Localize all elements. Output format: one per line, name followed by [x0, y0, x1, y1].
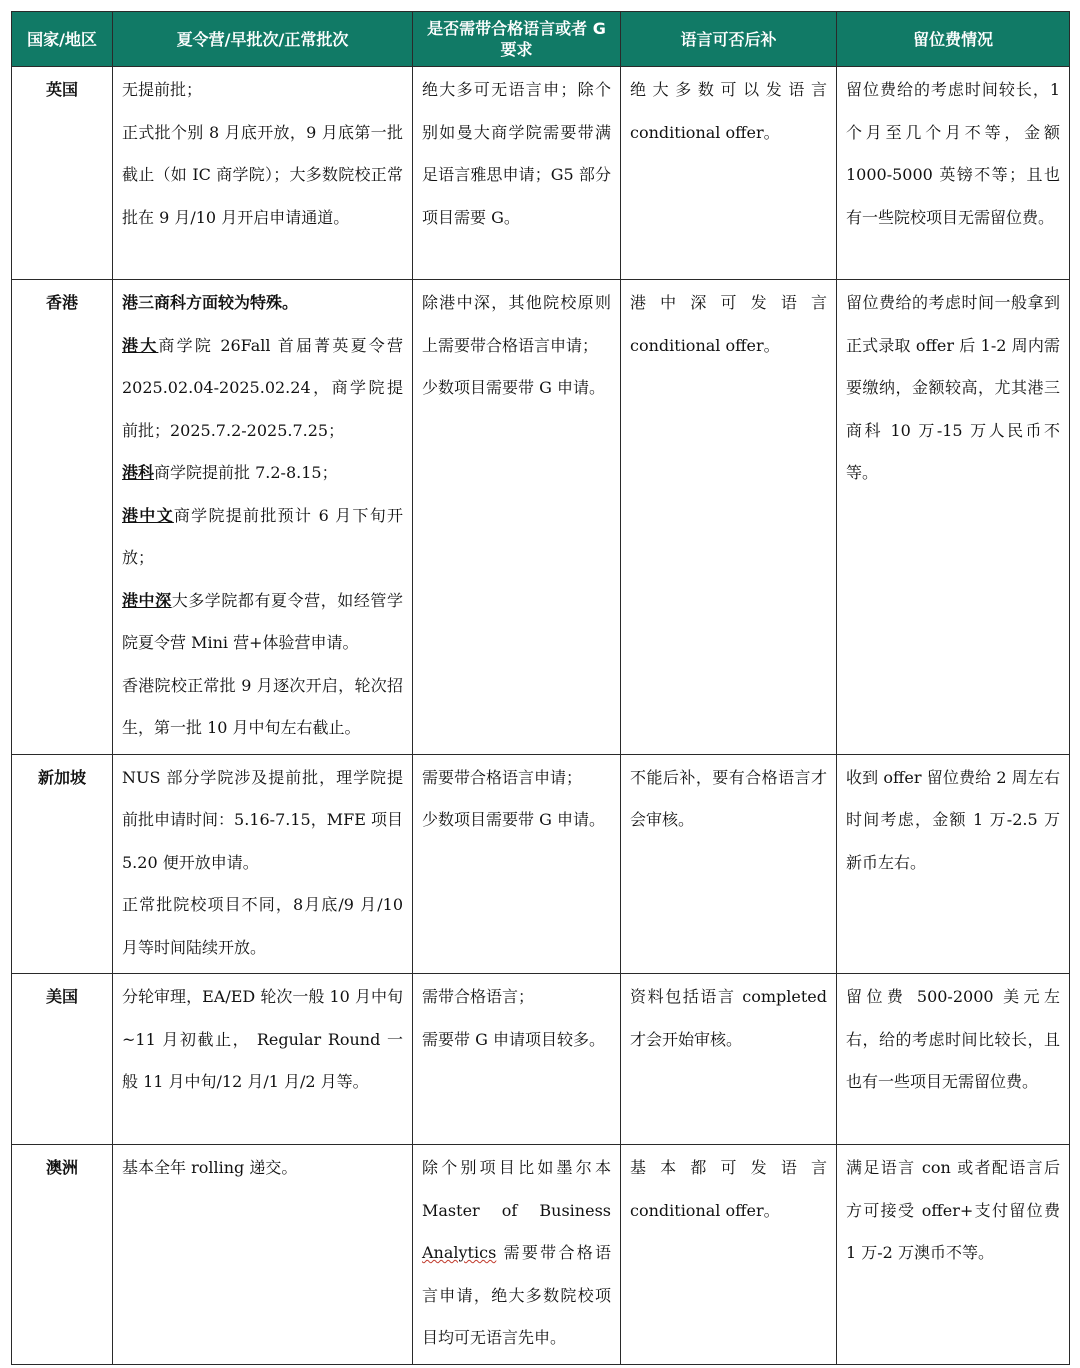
header-deposit: 留位费情况	[837, 12, 1070, 67]
cell-text: 需要带 G 申请项目较多。	[422, 1029, 605, 1049]
text-fragment: 需要带合格语言申请，绝大多数院校项目均可无语言先申。	[422, 1243, 611, 1347]
table-row-sg	[12, 754, 1070, 974]
language-requirement-cell-hk	[413, 280, 621, 755]
cell-text: 基本都可发语言 conditional offer。	[630, 1158, 827, 1220]
region-cell-hk: 香港	[12, 280, 113, 755]
header-language-later: 语言可否后补	[621, 12, 837, 67]
cell-text: 满足语言 con 或者配语言后方可接受 offer+支付留位费 1 万-2 万澳币不等。	[846, 1158, 1060, 1262]
table-row-us	[12, 974, 1070, 1145]
language-requirement-cell-au	[413, 1145, 621, 1365]
batch-line-hkust	[122, 452, 403, 495]
batch-cell-hk	[113, 280, 413, 755]
cell-text: 港中深可发语言 conditional offer。	[630, 293, 827, 355]
batch-cell-uk	[113, 67, 413, 280]
language-later-cell-uk	[621, 67, 837, 280]
deposit-cell-uk	[837, 67, 1070, 280]
deposit-cell-hk	[837, 280, 1070, 755]
table-row-au	[12, 1145, 1070, 1365]
batch-line: 分轮审理，EA/ED 轮次一般 10 月中旬~11 月初截止， Regular Round 一般 11 月中旬/12 月/1 月/2 月等。	[122, 987, 403, 1091]
batch-line: 正常批院校项目不同，8月底/9 月/10 月等时间陆续开放。	[122, 895, 403, 957]
language-later-cell-us	[621, 974, 837, 1145]
cell-text: 少数项目需要带 G 申请。	[422, 810, 605, 829]
batch-line: 基本全年 rolling 递交。	[122, 1158, 298, 1177]
batch-cell-au	[113, 1145, 413, 1365]
language-requirement-cell-us	[413, 974, 621, 1145]
spellcheck-underlined-word: Analytics	[422, 1243, 497, 1262]
cell-text: 留位费给的考虑时间较长，1 个月至几个月不等，金额 1000-5000 英镑不等；且也有一些院校项目无需留位费。	[846, 80, 1060, 227]
text-fragment: 除个别项目比如墨尔本 Master of Business	[422, 1158, 611, 1220]
cell-text	[422, 1147, 611, 1360]
batch-text: 商学院提前批预计 6 月下旬开放；	[122, 505, 403, 567]
language-later-cell-hk	[621, 280, 837, 755]
deposit-cell-us	[837, 974, 1070, 1145]
batch-cell-sg	[113, 754, 413, 974]
batch-line: 无提前批；	[122, 80, 203, 99]
cell-text: 绝大多数可以发语言 conditional offer。	[630, 80, 827, 142]
region-cell-au: 澳洲	[12, 1145, 113, 1365]
cell-text: 不能后补，要有合格语言才会审核。	[630, 767, 827, 829]
school-name-hku: 港大	[122, 335, 159, 355]
batch-intro: 港三商科方面较为特殊。	[122, 293, 299, 312]
cell-text: 收到 offer 留位费给 2 周左右时间考虑，金额 1 万-2.5 万新币左右。	[846, 767, 1060, 872]
cell-text: 留位费给的考虑时间一般拿到正式录取 offer 后 1-2 周内需要缴纳，金额较高，尤其港三商科 10 万-15 万人民币不等。	[846, 293, 1060, 482]
cell-text: 除港中深，其他院校原则上需要带合格语言申请；	[422, 293, 611, 355]
header-batch: 夏令营/早批次/正常批次	[113, 12, 413, 67]
table-row-uk	[12, 67, 1070, 280]
batch-line-cuhksz	[122, 580, 403, 665]
school-name-hkust: 港科	[122, 463, 155, 482]
school-name-cuhk: 港中文	[122, 505, 174, 525]
language-requirement-cell-sg	[413, 754, 621, 974]
region-cell-uk: 英国	[12, 67, 113, 280]
header-region: 国家/地区	[12, 12, 113, 67]
batch-line-regular: 香港院校正常批 9 月逐次开启，轮次招生，第一批 10 月中旬左右截止。	[122, 675, 403, 737]
header-language-requirement: 是否需带合格语言或者 G 要求	[413, 12, 621, 67]
cell-text: 少数项目需要带 G 申请。	[422, 378, 605, 397]
batch-cell-us	[113, 974, 413, 1145]
batch-text: 商学院 26Fall 首届菁英夏令营 2025.02.04-2025.02.24，商学院提前批；2025.7.2-2025.7.25；	[122, 335, 403, 440]
deposit-cell-sg	[837, 754, 1070, 974]
comparison-table-container	[11, 11, 1069, 1365]
batch-text: 商学院提前批 7.2-8.15；	[154, 463, 338, 482]
language-later-cell-sg	[621, 754, 837, 974]
batch-line-cuhk	[122, 495, 403, 580]
batch-text: 大多学院都有夏令营，如经管学院夏令营 Mini 营+体验营申请。	[122, 590, 403, 652]
region-cell-us: 美国	[12, 974, 113, 1145]
batch-line-hku	[122, 325, 403, 453]
cell-text: 绝大多可无语言申；除个别如曼大商学院需要带满足语言雅思申请；G5 部分项目需要 G。	[422, 80, 611, 227]
cell-text: 留位费 500-2000 美元左右，给的考虑时间比较长，且也有一些项目无需留位费。	[846, 987, 1060, 1091]
language-later-cell-au	[621, 1145, 837, 1365]
cell-text: 资料包括语言 completed 才会开始审核。	[630, 987, 827, 1049]
language-requirement-cell-uk	[413, 67, 621, 280]
admissions-comparison-table	[11, 11, 1070, 1365]
header-row	[12, 12, 1070, 67]
cell-text: 需要带合格语言申请；	[422, 767, 583, 787]
region-cell-sg: 新加坡	[12, 754, 113, 974]
school-name-cuhksz: 港中深	[122, 590, 172, 610]
deposit-cell-au	[837, 1145, 1070, 1365]
table-row-hk	[12, 280, 1070, 755]
cell-text: 需带合格语言；	[422, 987, 535, 1006]
batch-line: 正式批个别 8 月底开放，9 月底第一批截止（如 IC 商学院）；大多数院校正常批在 9 月/10 月开启申请通道。	[122, 122, 403, 227]
batch-line: NUS 部分学院涉及提前批，理学院提前批申请时间：5.16-7.15，MFE 项目 5.20 便开放申请。	[122, 767, 403, 872]
